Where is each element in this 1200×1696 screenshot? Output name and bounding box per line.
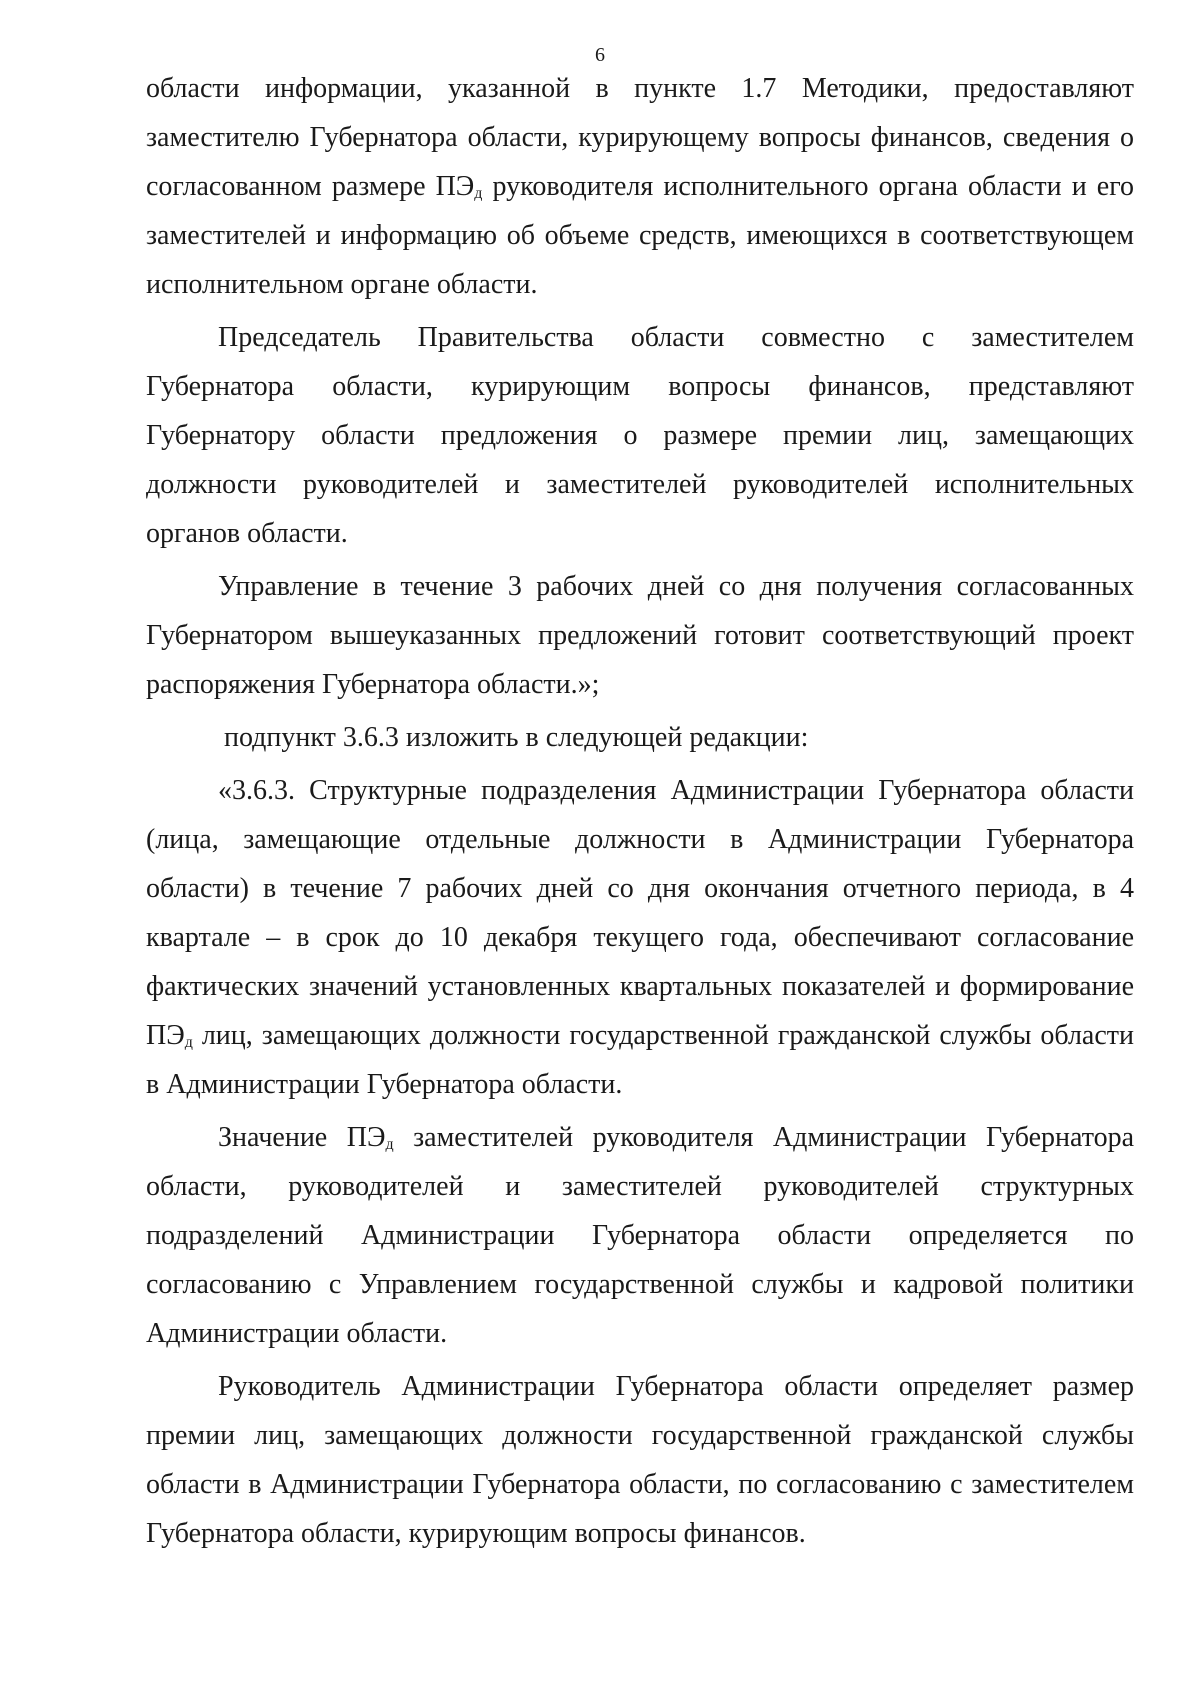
paragraph-4 bbox=[146, 713, 1134, 762]
text-run: «3.6.3. Структурные подразделения Администрации Губернатора области (лица, замещающие отдельные должности в Администрации Губернатора области) в течение 7 рабочих дней со дня окончания отчетного периода, в 4 квартале – в срок до 10 декабря текущего года, обеспечивают согласование фактических значений установленных квартальных показателей и формирование ПЭ bbox=[146, 775, 1134, 1051]
paragraph-5 bbox=[146, 766, 1134, 1109]
page-number: 6 bbox=[595, 44, 605, 66]
paragraph-7 bbox=[146, 1362, 1134, 1558]
text-run: подпункт 3.6.3 изложить в следующей редакции: bbox=[224, 722, 809, 753]
text-run: лиц, замещающих должности государственной гражданской службы области в Администрации Губернатора области. bbox=[146, 1020, 1134, 1100]
subscript-index: д bbox=[184, 1034, 193, 1051]
subscript-index: д bbox=[385, 1136, 394, 1153]
paragraph-6 bbox=[146, 1113, 1134, 1358]
body-text bbox=[146, 64, 1134, 1562]
text-run: Руководитель Администрации Губернатора области определяет размер премии лиц, замещающих должности государственной гражданской службы области в Администрации Губернатора области, по согласованию с заместителем Губернатора области, курирующим вопросы финансов. bbox=[146, 1371, 1134, 1549]
paragraph-1 bbox=[146, 64, 1134, 309]
paragraph-2 bbox=[146, 313, 1134, 558]
text-run: области информации, указанной в пункте 1.7 Методики, предоставляют заместителю Губернатора области, курирующему вопросы финансов, сведения о согласованном размере ПЭ bbox=[146, 73, 1134, 202]
subscript-index: д bbox=[474, 185, 483, 202]
text-run: заместителей руководителя Администрации Губернатора области, руководителей и заместителей руководителей структурных подразделений Администрации Губернатора области определяется по согласованию с Управлением государственной службы и кадровой политики Администрации области. bbox=[146, 1122, 1135, 1349]
text-run: Значение ПЭ bbox=[218, 1122, 386, 1153]
paragraph-3 bbox=[146, 562, 1134, 709]
text-run: руководителя исполнительного органа области и его заместителей и информацию об объеме средств, имеющихся в соответствующем исполнительном органе области. bbox=[146, 171, 1134, 300]
text-run: Управление в течение 3 рабочих дней со дня получения согласованных Губернатором вышеуказанных предложений готовит соответствующий проект распоряжения Губернатора области.»; bbox=[146, 571, 1134, 700]
text-run: Председатель Правительства области совместно с заместителем Губернатора области, курирующим вопросы финансов, представляют Губернатору области предложения о размере премии лиц, замещающих должности руководителей и заместителей руководителей исполнительных органов области. bbox=[146, 322, 1134, 549]
